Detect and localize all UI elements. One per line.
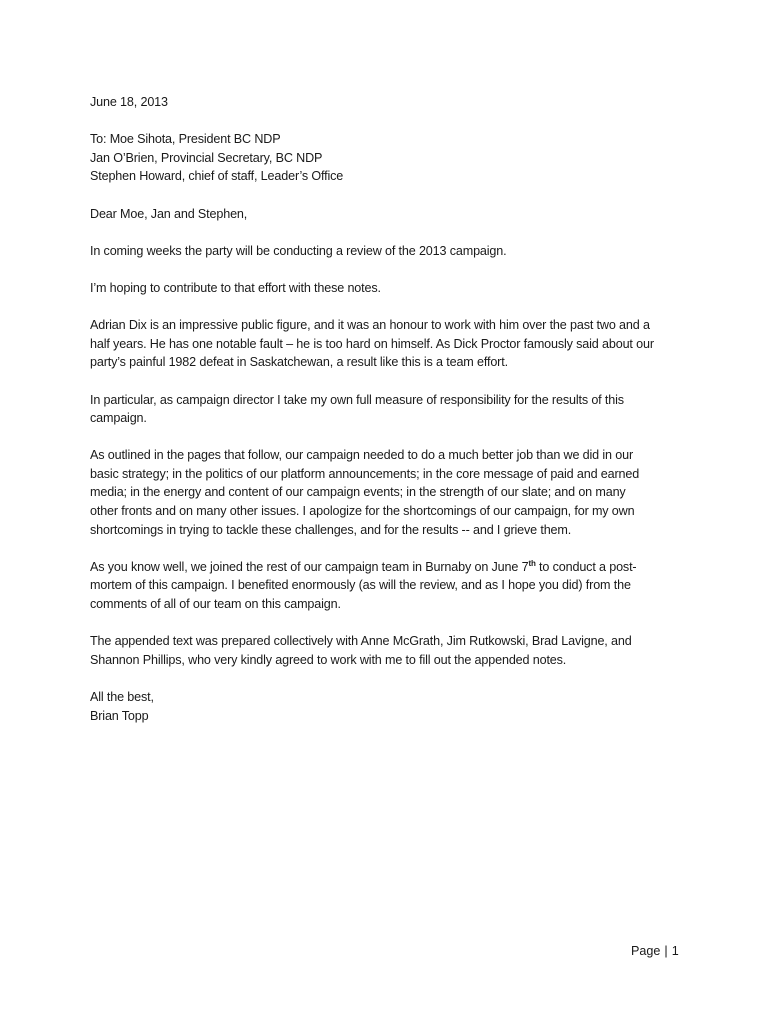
ordinal-superscript: th	[528, 558, 536, 568]
signature: Brian Topp	[90, 708, 149, 723]
salutation: Dear Moe, Jan and Stephen,	[90, 206, 248, 221]
letter-body	[90, 93, 690, 725]
recipient-line: Jan O’Brien, Provincial Secretary, BC NDP	[90, 150, 323, 165]
paragraph-responsibility: In particular, as campaign director I take my own full measure of responsibility for the results of this campaign.	[90, 392, 624, 426]
closing-block	[90, 688, 690, 725]
recipient-line: Stephen Howard, chief of staff, Leader’s Office	[90, 169, 344, 184]
page-label: Page	[631, 944, 661, 958]
page-separator: |	[664, 944, 668, 958]
page-footer	[631, 942, 679, 960]
page-number: 1	[671, 944, 679, 958]
paragraph-appended-text: The appended text was prepared collectively with Anne McGrath, Jim Rutkowski, Brad Lavigne, and Shannon Phillips, who very kindly agreed to work with me to fill out the appended notes.	[90, 634, 632, 667]
paragraph-shortcomings: As outlined in the pages that follow, our campaign needed to do a much better job than we did in our basic strategy; in the politics of our platform announcements; in the core message of paid and earned media; in the energy and content of our campaign events; in the strength of our slate; and on many other fronts and on many other issues. I apologize for the shortcomings of our campaign, for my own shortcomings in trying to tackle these challenges, and for the results -- and I grieve them.	[90, 448, 640, 537]
recipient-line: To: Moe Sihota, President BC NDP	[90, 132, 281, 147]
paragraph-review: In coming weeks the party will be conducting a review of the 2013 campaign.	[90, 243, 507, 258]
recipient-block	[90, 130, 690, 186]
paragraph-post-mortem: As you know well, we joined the rest of our campaign team in Burnaby on June 7th to conduct a post- mortem of this campaign. I benefited enormously (as will the review, and as I hope you did) from the comments of all of our team on this campaign.	[90, 558, 637, 612]
closing: All the best,	[90, 690, 154, 704]
paragraph-adrian-dix: Adrian Dix is an impressive public figure, and it was an honour to work with him over the past two and a half years. He has one notable fault – he is too hard on himself. As Dick Proctor famously said about our party’s painful 1982 defeat in Saskatchewan, a result like this is a team effort.	[90, 318, 654, 370]
paragraph-contribute: I’m hoping to contribute to that effort with these notes.	[90, 280, 381, 295]
letter-date: June 18, 2013	[90, 95, 168, 109]
